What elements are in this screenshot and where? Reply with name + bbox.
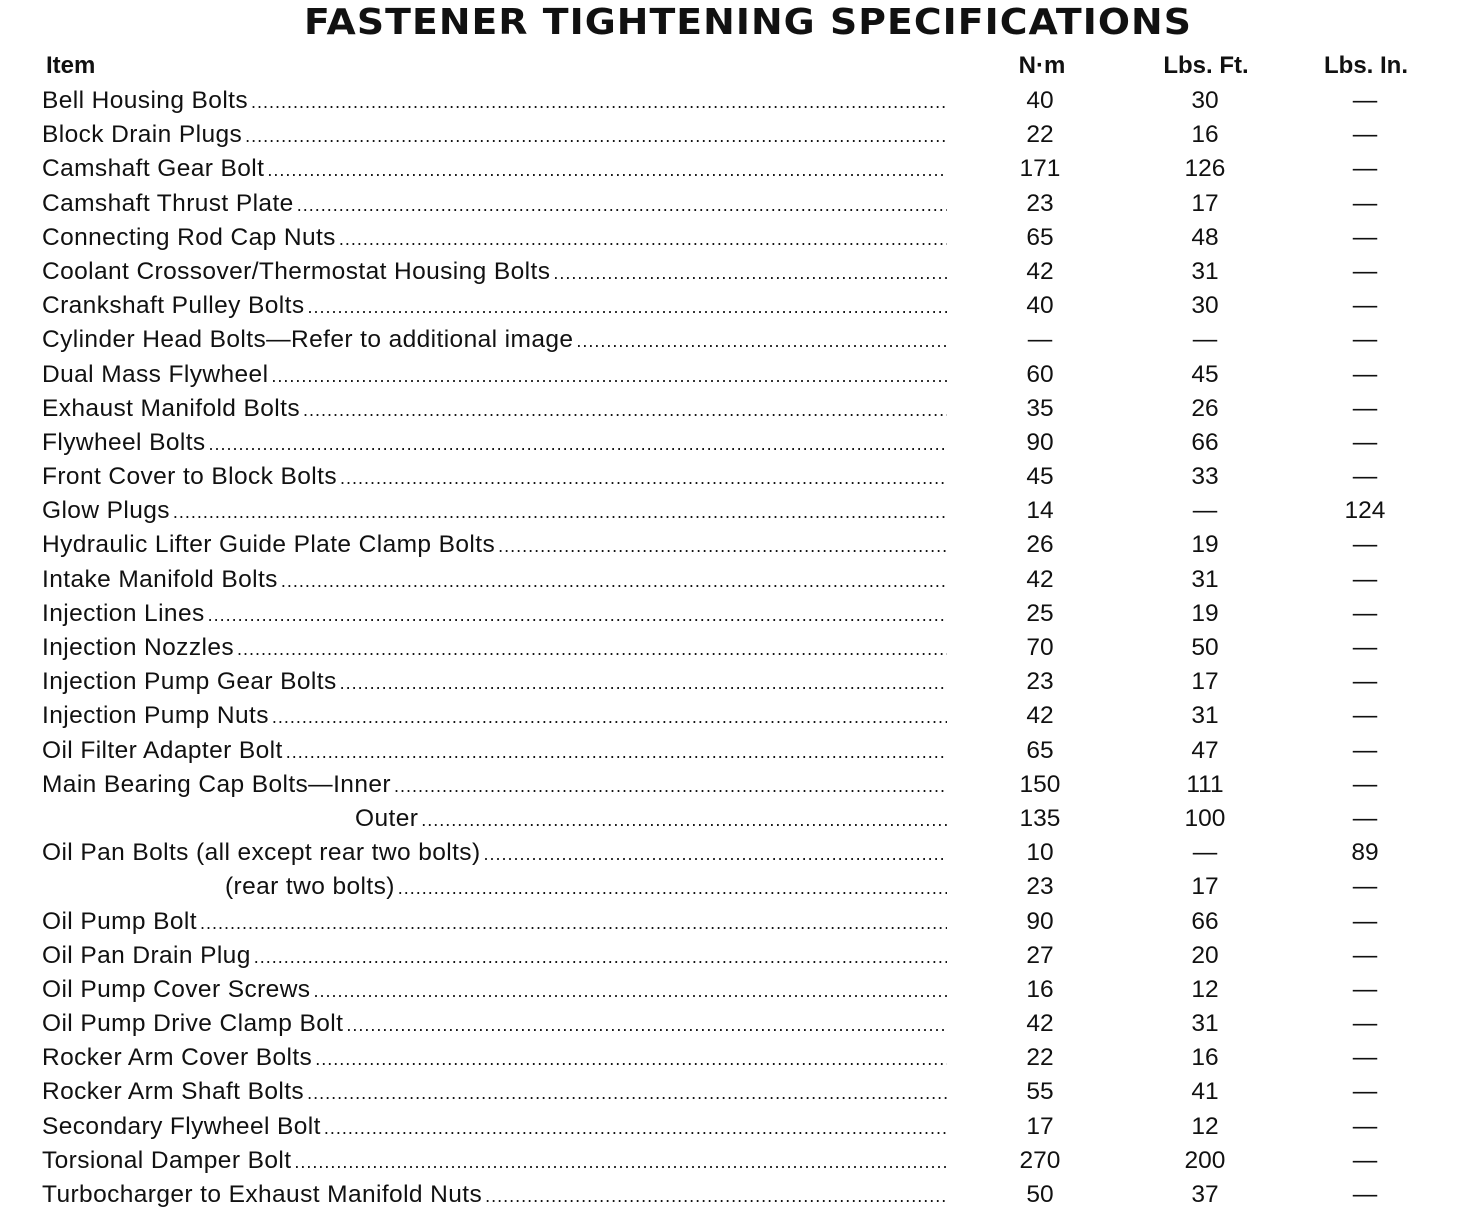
dot-leader bbox=[173, 495, 947, 529]
dot-leader bbox=[498, 529, 947, 563]
lbs-ft-value: 126 bbox=[1184, 155, 1226, 183]
lbs-ft-value: 20 bbox=[1191, 941, 1219, 969]
lbs-ft-value: 37 bbox=[1191, 1181, 1219, 1208]
item-cell bbox=[42, 392, 947, 427]
nm-value: 45 bbox=[1026, 463, 1054, 491]
item-cell bbox=[42, 699, 947, 734]
table-row bbox=[0, 1110, 1472, 1144]
table-row bbox=[0, 1178, 1472, 1212]
dot-leader bbox=[294, 1145, 947, 1179]
dot-leader bbox=[394, 769, 947, 803]
lbs-ft-value: — bbox=[1192, 326, 1218, 354]
lbs-in-value: 89 bbox=[1351, 839, 1379, 867]
dot-leader bbox=[553, 256, 947, 290]
nm-value: 135 bbox=[1019, 804, 1061, 832]
lbs-in-value: — bbox=[1352, 770, 1378, 798]
dot-leader bbox=[313, 974, 947, 1008]
lbs-ft-value: 50 bbox=[1191, 634, 1219, 661]
table-row bbox=[0, 870, 1472, 904]
lbs-in-value: — bbox=[1352, 1010, 1378, 1038]
dot-leader bbox=[281, 564, 947, 598]
item-cell bbox=[42, 1041, 947, 1076]
item-cell bbox=[42, 358, 947, 393]
dot-leader bbox=[340, 666, 947, 700]
dot-leader bbox=[315, 1042, 947, 1076]
lbs-in-value: 124 bbox=[1344, 497, 1386, 525]
lbs-in-value: — bbox=[1352, 1146, 1378, 1174]
table-row bbox=[0, 939, 1472, 973]
lbs-in-value: — bbox=[1352, 565, 1378, 593]
lbs-ft-value: 31 bbox=[1191, 257, 1219, 285]
lbs-in-value: — bbox=[1352, 668, 1378, 696]
item-label: Oil Filter Adapter Bolt bbox=[42, 736, 283, 764]
nm-value: 25 bbox=[1026, 599, 1054, 627]
nm-value: 14 bbox=[1026, 497, 1054, 525]
table-row bbox=[0, 973, 1472, 1007]
nm-value: 150 bbox=[1019, 770, 1061, 798]
item-cell bbox=[42, 323, 947, 358]
table-row bbox=[0, 836, 1472, 870]
item-cell bbox=[42, 563, 947, 598]
item-label: Camshaft Thrust Plate bbox=[42, 189, 294, 217]
table-row bbox=[0, 734, 1472, 768]
dot-leader bbox=[398, 871, 947, 905]
item-label: Coolant Crossover/Thermostat Housing Bolts bbox=[42, 257, 551, 285]
table-row bbox=[0, 631, 1472, 665]
nm-value: 26 bbox=[1026, 531, 1054, 559]
dot-leader bbox=[208, 598, 947, 632]
lbs-in-value: — bbox=[1352, 1181, 1378, 1208]
nm-value: 22 bbox=[1026, 121, 1054, 149]
item-label: Camshaft Gear Bolt bbox=[42, 155, 265, 183]
lbs-ft-value: 16 bbox=[1191, 1044, 1219, 1072]
lbs-in-value: — bbox=[1352, 531, 1378, 559]
lbs-in-value: — bbox=[1352, 907, 1378, 935]
lbs-ft-value: 200 bbox=[1184, 1146, 1226, 1174]
item-label: Bell Housing Bolts bbox=[42, 87, 249, 114]
item-label: Secondary Flywheel Bolt bbox=[42, 1112, 321, 1140]
dot-leader bbox=[576, 324, 947, 358]
item-cell bbox=[42, 665, 947, 700]
item-cell bbox=[42, 836, 947, 871]
item-cell bbox=[42, 221, 947, 256]
item-label: Rocker Arm Cover Bolts bbox=[42, 1044, 313, 1072]
item-label: Rocker Arm Shaft Bolts bbox=[42, 1078, 305, 1106]
table-row bbox=[0, 392, 1472, 426]
lbs-in-value: — bbox=[1352, 121, 1378, 149]
column-header-item: Item bbox=[46, 52, 96, 79]
lbs-in-value: — bbox=[1352, 873, 1378, 901]
table-row bbox=[0, 1007, 1472, 1041]
nm-value: 270 bbox=[1019, 1146, 1061, 1174]
lbs-ft-value: 12 bbox=[1191, 1112, 1219, 1140]
lbs-in-value: — bbox=[1352, 155, 1378, 183]
dot-leader bbox=[237, 632, 947, 666]
lbs-in-value: — bbox=[1352, 941, 1378, 969]
lbs-ft-value: 41 bbox=[1191, 1078, 1219, 1106]
lbs-in-value: — bbox=[1352, 189, 1378, 217]
table-row bbox=[0, 665, 1472, 699]
nm-value: 50 bbox=[1026, 1181, 1054, 1208]
table-row bbox=[0, 905, 1472, 939]
item-label: Main Bearing Cap Bolts—Inner bbox=[42, 770, 391, 798]
specification-table bbox=[0, 84, 1472, 1212]
item-label: Hydraulic Lifter Guide Plate Clamp Bolts bbox=[42, 531, 496, 559]
item-label: Outer bbox=[355, 804, 419, 832]
lbs-ft-value: 47 bbox=[1191, 736, 1219, 764]
item-cell bbox=[42, 768, 947, 803]
nm-value: 65 bbox=[1026, 736, 1054, 764]
item-label: Injection Lines bbox=[42, 599, 205, 627]
table-row bbox=[0, 255, 1472, 289]
item-label: Oil Pan Bolts (all except rear two bolts) bbox=[42, 839, 481, 867]
dot-leader bbox=[324, 1111, 947, 1145]
item-label: Front Cover to Block Bolts bbox=[42, 463, 337, 491]
lbs-in-value: — bbox=[1352, 1112, 1378, 1140]
item-label: Oil Pan Drain Plug bbox=[42, 941, 251, 969]
item-label: Connecting Rod Cap Nuts bbox=[42, 223, 336, 251]
item-label: Oil Pump Cover Screws bbox=[42, 975, 311, 1003]
lbs-ft-value: 31 bbox=[1191, 1010, 1219, 1038]
nm-value: 27 bbox=[1026, 941, 1054, 969]
table-row bbox=[0, 802, 1472, 836]
item-label: Oil Pump Drive Clamp Bolt bbox=[42, 1010, 344, 1038]
nm-value: — bbox=[1027, 326, 1053, 354]
dot-leader bbox=[307, 290, 947, 324]
item-cell bbox=[42, 939, 947, 974]
dot-leader bbox=[339, 222, 947, 256]
table-row bbox=[0, 221, 1472, 255]
dot-leader bbox=[272, 700, 947, 734]
item-label: Dual Mass Flywheel bbox=[42, 360, 269, 388]
item-cell bbox=[42, 528, 947, 563]
nm-value: 16 bbox=[1026, 975, 1054, 1003]
lbs-ft-value: 30 bbox=[1191, 292, 1219, 320]
lbs-in-value: — bbox=[1352, 736, 1378, 764]
table-row bbox=[0, 118, 1472, 152]
item-cell bbox=[42, 289, 947, 324]
item-label: Intake Manifold Bolts bbox=[42, 565, 278, 593]
nm-value: 22 bbox=[1026, 1044, 1054, 1072]
item-label: Turbocharger to Exhaust Manifold Nuts bbox=[42, 1181, 483, 1208]
item-cell bbox=[42, 84, 947, 119]
item-label: (rear two bolts) bbox=[225, 873, 395, 901]
item-label: Injection Pump Gear Bolts bbox=[42, 668, 337, 696]
lbs-ft-value: 30 bbox=[1191, 87, 1219, 114]
table-row bbox=[0, 358, 1472, 392]
item-label: Torsional Damper Bolt bbox=[42, 1146, 292, 1174]
lbs-ft-value: 12 bbox=[1191, 975, 1219, 1003]
nm-value: 65 bbox=[1026, 223, 1054, 251]
lbs-ft-value: 66 bbox=[1191, 907, 1219, 935]
dot-leader bbox=[267, 153, 947, 187]
table-row bbox=[0, 289, 1472, 323]
dot-leader bbox=[297, 188, 947, 222]
item-cell bbox=[42, 118, 947, 153]
item-cell bbox=[42, 187, 947, 222]
lbs-in-value: — bbox=[1352, 634, 1378, 661]
item-cell bbox=[355, 802, 947, 837]
item-cell bbox=[42, 1110, 947, 1145]
nm-value: 23 bbox=[1026, 668, 1054, 696]
dot-leader bbox=[271, 359, 947, 393]
item-cell bbox=[42, 255, 947, 290]
item-label: Block Drain Plugs bbox=[42, 121, 243, 149]
lbs-in-value: — bbox=[1352, 292, 1378, 320]
lbs-ft-value: 31 bbox=[1191, 702, 1219, 730]
lbs-in-value: — bbox=[1352, 804, 1378, 832]
table-row bbox=[0, 426, 1472, 460]
item-cell bbox=[42, 734, 947, 769]
table-row bbox=[0, 1075, 1472, 1109]
lbs-ft-value: — bbox=[1192, 497, 1218, 525]
item-label: Cylinder Head Bolts—Refer to additional image bbox=[42, 326, 574, 354]
nm-value: 90 bbox=[1026, 428, 1054, 456]
item-label: Oil Pump Bolt bbox=[42, 907, 197, 935]
table-row bbox=[0, 597, 1472, 631]
dot-leader bbox=[307, 1076, 947, 1110]
nm-value: 40 bbox=[1026, 87, 1054, 114]
dot-leader bbox=[286, 735, 947, 769]
item-cell bbox=[42, 905, 947, 940]
table-row bbox=[0, 323, 1472, 357]
dot-leader bbox=[209, 427, 947, 461]
item-cell bbox=[225, 870, 947, 905]
lbs-in-value: — bbox=[1352, 87, 1378, 114]
dot-leader bbox=[254, 940, 947, 974]
lbs-in-value: — bbox=[1352, 463, 1378, 491]
table-row bbox=[0, 528, 1472, 562]
lbs-ft-value: 16 bbox=[1191, 121, 1219, 149]
nm-value: 42 bbox=[1026, 257, 1054, 285]
dot-leader bbox=[340, 461, 947, 495]
dot-leader bbox=[421, 803, 947, 837]
nm-value: 23 bbox=[1026, 873, 1054, 901]
lbs-ft-value: 26 bbox=[1191, 394, 1219, 422]
item-cell bbox=[42, 1007, 947, 1042]
table-row bbox=[0, 768, 1472, 802]
lbs-ft-value: 17 bbox=[1191, 873, 1219, 901]
table-row bbox=[0, 699, 1472, 733]
item-cell bbox=[42, 1075, 947, 1110]
nm-value: 17 bbox=[1026, 1112, 1054, 1140]
item-label: Exhaust Manifold Bolts bbox=[42, 394, 301, 422]
dot-leader bbox=[251, 85, 947, 119]
lbs-in-value: — bbox=[1352, 1044, 1378, 1072]
column-header-lbs-in: Lbs. In. bbox=[1324, 52, 1408, 79]
item-cell bbox=[42, 460, 947, 495]
dot-leader bbox=[484, 837, 947, 871]
dot-leader bbox=[346, 1008, 947, 1042]
table-row bbox=[0, 563, 1472, 597]
lbs-in-value: — bbox=[1352, 975, 1378, 1003]
lbs-ft-value: 100 bbox=[1184, 804, 1226, 832]
lbs-in-value: — bbox=[1352, 702, 1378, 730]
table-row bbox=[0, 460, 1472, 494]
column-header-nm: N·m bbox=[1018, 52, 1066, 79]
item-cell bbox=[42, 1144, 947, 1179]
dot-leader bbox=[485, 1179, 947, 1213]
item-cell bbox=[42, 631, 947, 666]
table-row bbox=[0, 1144, 1472, 1178]
item-cell bbox=[42, 494, 947, 529]
lbs-ft-value: 31 bbox=[1191, 565, 1219, 593]
lbs-ft-value: 19 bbox=[1191, 531, 1219, 559]
table-row bbox=[0, 152, 1472, 186]
item-cell bbox=[42, 973, 947, 1008]
nm-value: 40 bbox=[1026, 292, 1054, 320]
lbs-in-value: — bbox=[1352, 394, 1378, 422]
table-row bbox=[0, 187, 1472, 221]
item-cell bbox=[42, 1178, 947, 1213]
nm-value: 171 bbox=[1019, 155, 1061, 183]
table-row bbox=[0, 494, 1472, 528]
lbs-ft-value: 33 bbox=[1191, 463, 1219, 491]
nm-value: 70 bbox=[1026, 634, 1054, 661]
dot-leader bbox=[200, 906, 947, 940]
lbs-ft-value: 17 bbox=[1191, 189, 1219, 217]
lbs-in-value: — bbox=[1352, 1078, 1378, 1106]
item-label: Crankshaft Pulley Bolts bbox=[42, 292, 305, 320]
lbs-ft-value: 66 bbox=[1191, 428, 1219, 456]
table-row bbox=[0, 84, 1472, 118]
nm-value: 60 bbox=[1026, 360, 1054, 388]
lbs-ft-value: 111 bbox=[1186, 770, 1224, 798]
lbs-in-value: — bbox=[1352, 360, 1378, 388]
nm-value: 10 bbox=[1026, 839, 1054, 867]
item-label: Injection Pump Nuts bbox=[42, 702, 269, 730]
item-cell bbox=[42, 426, 947, 461]
item-label: Injection Nozzles bbox=[42, 634, 234, 661]
column-header-lbs-ft: Lbs. Ft. bbox=[1163, 52, 1249, 79]
nm-value: 23 bbox=[1026, 189, 1054, 217]
lbs-in-value: — bbox=[1352, 428, 1378, 456]
lbs-in-value: — bbox=[1352, 257, 1378, 285]
nm-value: 90 bbox=[1026, 907, 1054, 935]
lbs-ft-value: 45 bbox=[1191, 360, 1219, 388]
lbs-ft-value: 17 bbox=[1191, 668, 1219, 696]
nm-value: 55 bbox=[1026, 1078, 1054, 1106]
nm-value: 35 bbox=[1026, 394, 1054, 422]
item-label: Glow Plugs bbox=[42, 497, 170, 525]
lbs-in-value: — bbox=[1352, 223, 1378, 251]
page-title: FASTENER TIGHTENING SPECIFICATIONS bbox=[304, 2, 1192, 43]
nm-value: 42 bbox=[1026, 565, 1054, 593]
dot-leader bbox=[303, 393, 947, 427]
dot-leader bbox=[245, 119, 947, 153]
item-label: Flywheel Bolts bbox=[42, 428, 206, 456]
lbs-ft-value: 48 bbox=[1191, 223, 1219, 251]
nm-value: 42 bbox=[1026, 1010, 1054, 1038]
lbs-in-value: — bbox=[1352, 326, 1378, 354]
item-cell bbox=[42, 597, 947, 632]
lbs-in-value: — bbox=[1352, 599, 1378, 627]
lbs-ft-value: — bbox=[1192, 839, 1218, 867]
table-row bbox=[0, 1041, 1472, 1075]
nm-value: 42 bbox=[1026, 702, 1054, 730]
lbs-ft-value: 19 bbox=[1191, 599, 1219, 627]
item-cell bbox=[42, 152, 947, 187]
